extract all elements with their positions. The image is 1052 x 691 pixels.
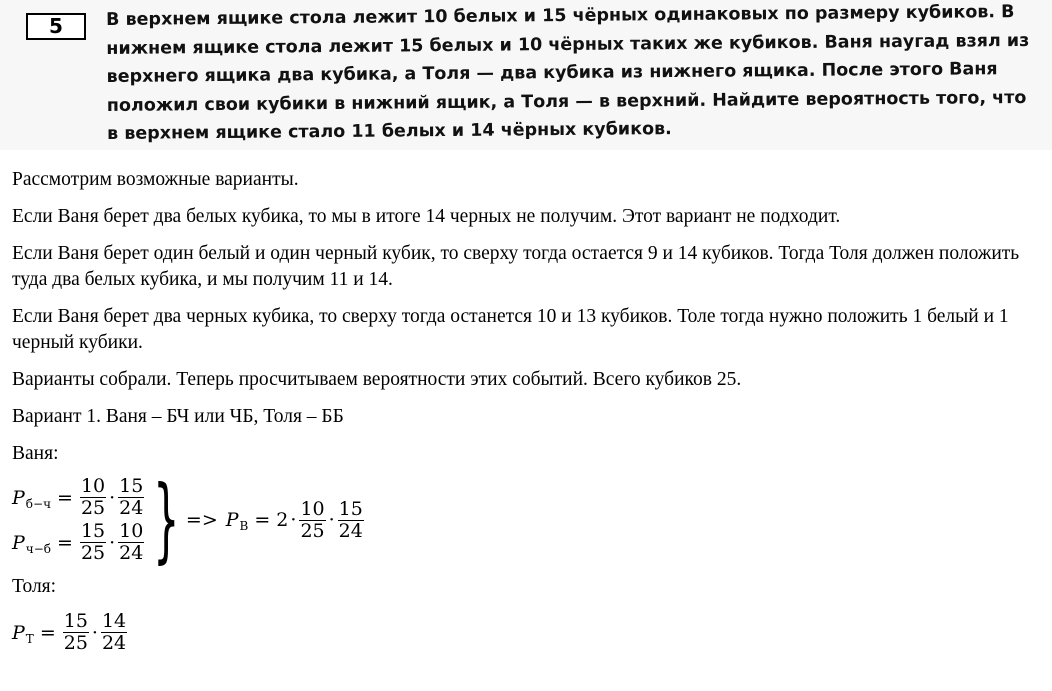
fraction: $\frac{14}{24}$	[101, 610, 127, 654]
fraction: $\frac{15}{24}$	[338, 497, 363, 542]
problem-statement: В верхнем ящике стола лежит 10 белых и 15 чёрных одинаковых по размеру кубиков. В нижнем ящике стола лежит 15 белых и 10 чёрных таких же кубиков. Ваня наугад взял из верхнего ящика два кубика, а Толя — два кубика из нижнего ящика. После этого Ваня положил свои кубики в нижний ящик, а Толя — в верхний. Найдите вероятность того, что в верхнем ящике стало 11 белых и 14 чёрных кубиков.	[106, 2, 1030, 144]
formula-p-t: P Т = $\frac{15}{25}$ · $\frac{14}{24}$	[12, 610, 127, 654]
fraction: $\frac{15}{25}$	[63, 610, 88, 654]
tolya-label: Толя:	[12, 576, 57, 597]
solution-body	[12, 167, 1042, 654]
solution-paragraph-2: Если Ваня берет два белых кубика, то мы в итоге 14 черных не получим. Этот вариант не подходит.	[12, 206, 841, 227]
solution-paragraph-1: Рассмотрим возможные варианты.	[12, 169, 299, 190]
formula-p-bch: P б−ч = $\frac{10}{25}$ · $\frac{15}{24}$	[12, 475, 144, 519]
fraction: $\frac{10}{24}$	[119, 520, 144, 564]
vanya-label: Ваня:	[12, 443, 59, 464]
solution-paragraph-6: Вариант 1. Ваня – БЧ или ЧБ, Толя – ББ	[12, 406, 344, 427]
solution-paragraph-5: Варианты собрали. Теперь просчитываем вероятности этих событий. Всего кубиков 25.	[12, 369, 742, 390]
fraction: $\frac{10}{25}$	[300, 497, 325, 542]
vanya-probability-system	[12, 466, 1042, 573]
fraction: $\frac{10}{25}$	[80, 475, 106, 519]
fraction: $\frac{15}{25}$	[80, 520, 106, 564]
fraction: $\frac{15}{24}$	[119, 475, 144, 519]
right-brace: }	[153, 466, 180, 573]
problem-header	[0, 0, 1052, 150]
solution-paragraph-3: Если Ваня берет один белый и один черный кубик, то сверху тогда остается 9 и 14 кубиков. Тогда Толя должен положить туда два белых кубика, и мы получим 11 и 14.	[12, 243, 1020, 290]
solution-paragraph-4: Если Ваня берет два черных кубика, то сверху тогда останется 10 и 13 кубиков. Толе тогда нужно положить 1 белый и 1 черный кубики.	[12, 306, 1009, 353]
formula-p-v: => P В = 2 · $\frac{10}{25}$ · $\frac{15}{24}$	[185, 497, 363, 542]
problem-number-box: 5	[26, 13, 86, 40]
formula-p-chb: P ч−б = $\frac{15}{25}$ · $\frac{10}{24}$	[12, 520, 144, 564]
